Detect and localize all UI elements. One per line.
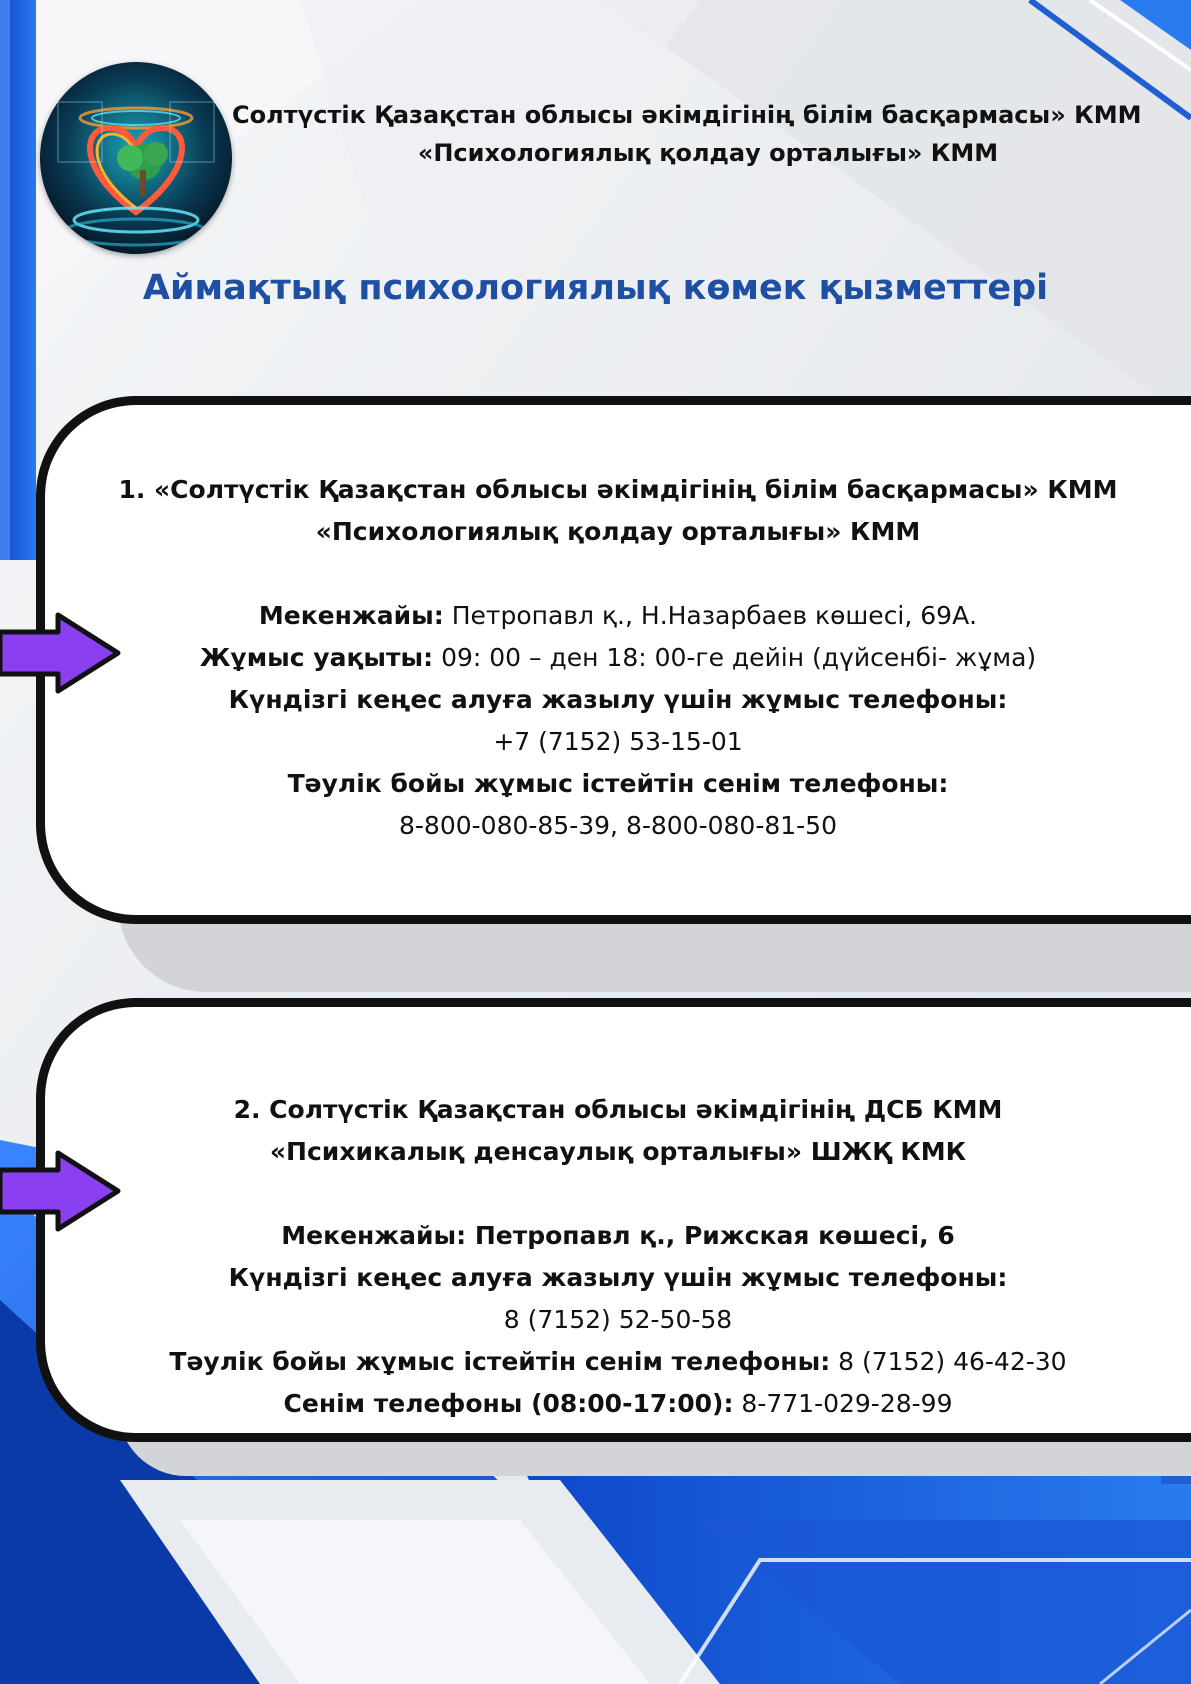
card-1-title-line-1: 1. «Солтүстік Қазақстан облысы әкімдігінің білім басқармасы» КММ bbox=[118, 475, 1118, 504]
page-title: Аймақтық психологиялық көмек қызметтері bbox=[142, 268, 1049, 308]
card-2-trust bbox=[45, 1341, 1191, 1383]
card-1-trust-label: Тәулік бойы жұмыс істейтін сенім телефоны: bbox=[287, 769, 949, 798]
card-1-trust-value: 8-800-080-85-39, 8-800-080-81-50 bbox=[399, 811, 837, 840]
card-1-day-phone-value: +7 (7152) 53-15-01 bbox=[493, 727, 743, 756]
card-1-hours bbox=[45, 637, 1191, 679]
card-2-address: Мекенжайы: Петропавл қ., Рижская көшесі, 6 bbox=[281, 1221, 955, 1250]
service-card-2 bbox=[36, 998, 1191, 1442]
heart-tree-logo-icon bbox=[40, 62, 232, 254]
card-1-title-line-2: «Психологиялық қолдау орталығы» КММ bbox=[315, 517, 921, 546]
card-1-address-label: Мекенжайы: bbox=[258, 601, 444, 630]
card-2-title-line-2: «Психикалық денсаулық орталығы» ШЖҚ КМК bbox=[269, 1137, 967, 1166]
service-card-1 bbox=[36, 396, 1191, 924]
card-1-address bbox=[45, 595, 1191, 637]
card-2-trust-2-label: Сенім телефоны (08:00-17:00): bbox=[283, 1389, 734, 1418]
card-2-title-line-1: 2. Солтүстік Қазақстан облысы әкімдігінің ДСБ КММ bbox=[233, 1095, 1003, 1124]
arrow-right-icon bbox=[0, 1150, 124, 1232]
card-1-hours-value: 09: 00 – ден 18: 00-ге дейін (дүйсенбі- жұма) bbox=[441, 643, 1037, 672]
card-2-day-phone-value: 8 (7152) 52-50-58 bbox=[503, 1305, 733, 1334]
card-2-trust-2 bbox=[45, 1383, 1191, 1425]
card-2-trust-2-value: 8-771-029-28-99 bbox=[741, 1389, 953, 1418]
card-2-trust-value: 8 (7152) 46-42-30 bbox=[838, 1347, 1067, 1376]
card-1-address-value: Петропавл қ., Н.Назарбаев көшесі, 69А. bbox=[451, 601, 978, 630]
card-1-day-phone-label: Күндізгі кеңес алуға жазылу үшін жұмыс телефоны: bbox=[228, 685, 1008, 714]
card-2-trust-label: Тәулік бойы жұмыс істейтін сенім телефоны: bbox=[169, 1347, 831, 1376]
header-line-1: Солтүстік Қазақстан облысы әкімдігінің білім басқармасы» КММ bbox=[232, 101, 1142, 129]
organization-header bbox=[232, 96, 1184, 172]
card-1-hours-label: Жұмыс уақыты: bbox=[199, 643, 434, 672]
header-line-2: «Психологиялық қолдау орталығы» КММ bbox=[417, 139, 999, 167]
card-2-day-phone-label: Күндізгі кеңес алуға жазылу үшін жұмыс телефоны: bbox=[228, 1263, 1008, 1292]
arrow-right-icon bbox=[0, 612, 124, 694]
